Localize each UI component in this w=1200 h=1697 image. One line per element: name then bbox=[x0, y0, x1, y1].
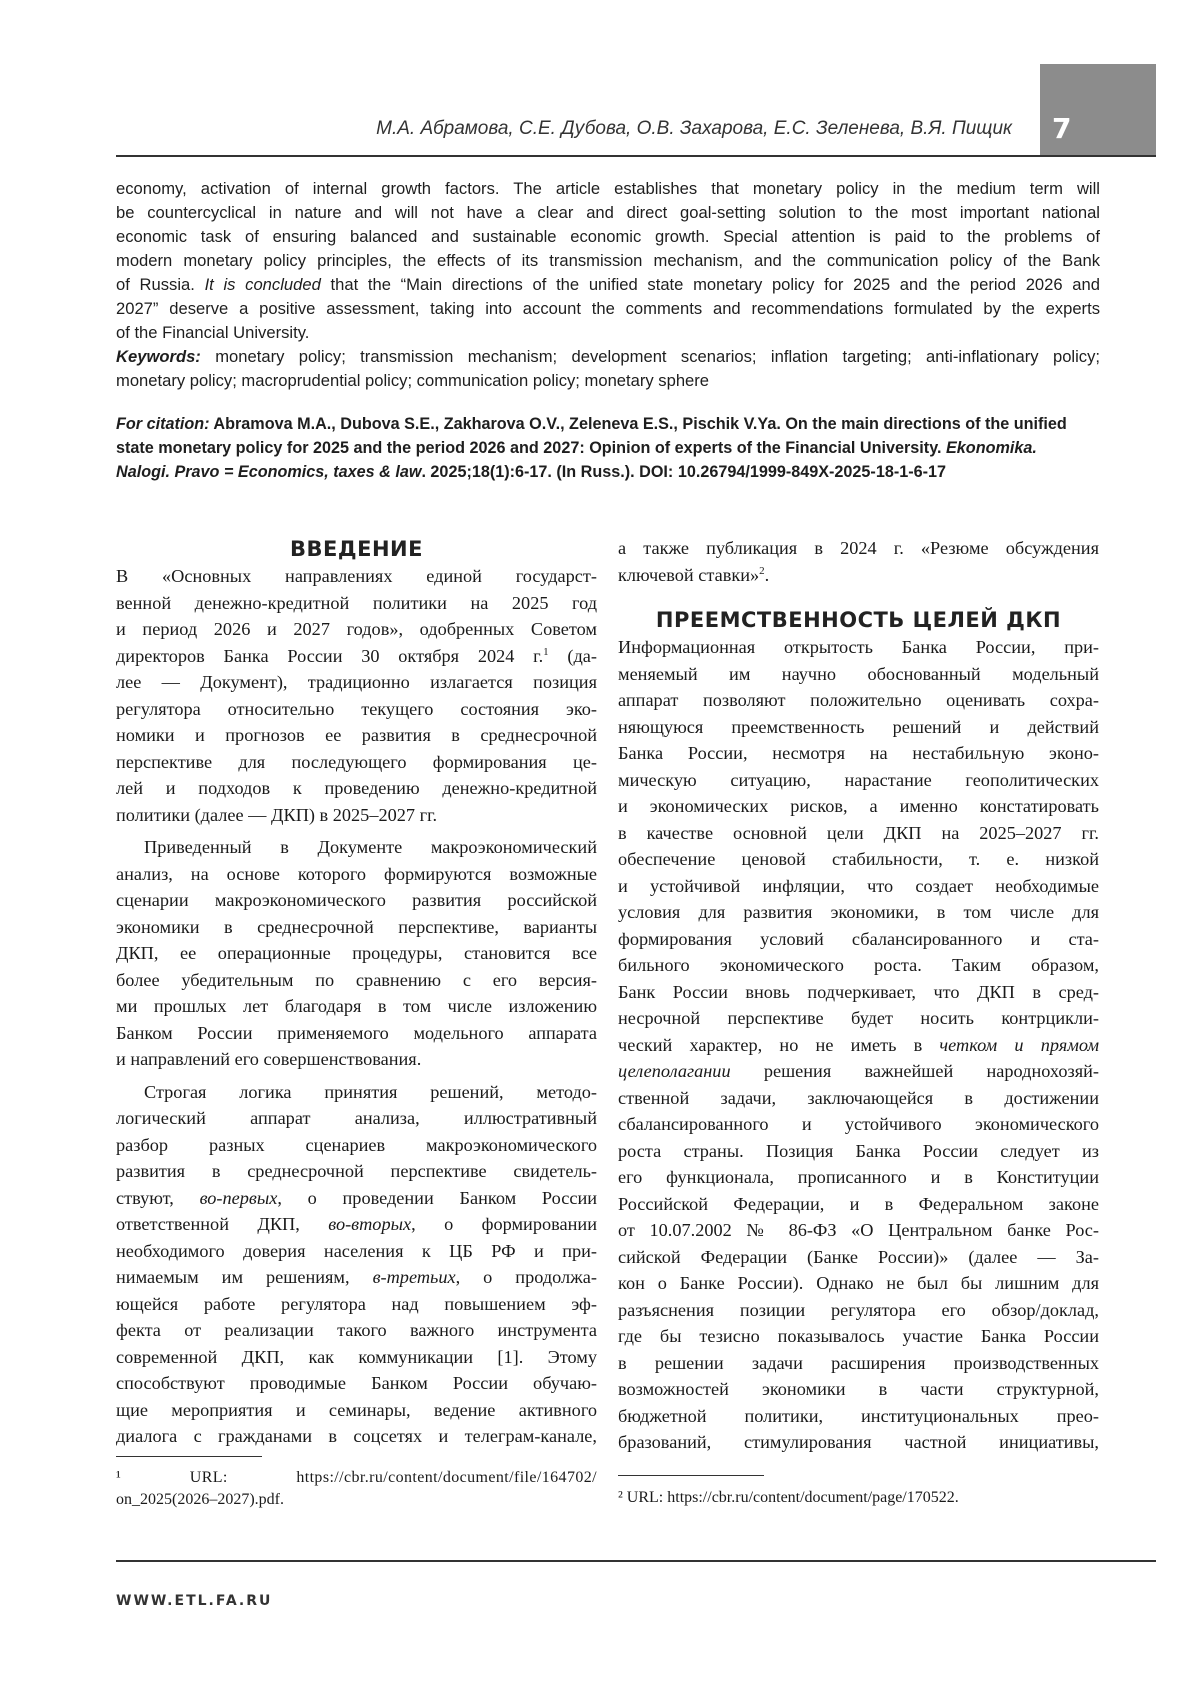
body-line: ми прошлых лет благодаря в том числе изложению bbox=[116, 996, 597, 1016]
journal-website[interactable]: WWW.ETL.FA.RU bbox=[116, 1593, 273, 1609]
citation-journal: Ekonomika. bbox=[946, 439, 1037, 457]
body-line: где бы тезисно показывалось участие Банка России bbox=[618, 1326, 1099, 1346]
abstract-line: be countercyclical in nature and will not have a clear and direct goal-setting solution to the most important national bbox=[116, 203, 1100, 222]
body-line: условия для развития экономики, в том числе для bbox=[618, 902, 1099, 922]
body-line: от 10.07.2002 № 86-ФЗ «О Центральном банке Рос- bbox=[618, 1220, 1099, 1240]
body-line: ющейся работе регулятора над повышением эф- bbox=[116, 1293, 597, 1314]
body-line: Российской Федерации, и в Федеральном законе bbox=[618, 1193, 1099, 1214]
citation-label: For citation: bbox=[116, 415, 210, 433]
body-line: обеспечение ценовой стабильности, т. е. низкой bbox=[618, 849, 1099, 869]
citation: For citation: Abramova M.A., Dubova S.E., Zakharova O.V., Zeleneva E.S., Pischik V.Ya. On the main directions of the unified state monetary policy for 2025 and the period 2026 and 2027: Opinion of experts of the Financial University. Ekonomika. Nalogi. Pravo = Economics, taxes & law. 2025;18(1):6-17. (In Russ.). DOI: 10.26794/1999-849X-2025-18-1-6-17 bbox=[116, 415, 1067, 481]
body-line: бюджетной политики, институциональных прео- bbox=[618, 1405, 1099, 1426]
right-column bbox=[618, 535, 1099, 1456]
footer-rule bbox=[116, 1560, 1156, 1562]
abstract-line: economic task of ensuring balanced and sustainable economic growth. Special attention is paid to the problems of bbox=[116, 227, 1100, 246]
body-line: Приведенный в Документе макроэкономический bbox=[144, 837, 597, 857]
abstract-line: of the Financial University. bbox=[116, 323, 310, 342]
body-line: анализ, на основе которого формируются возможные bbox=[116, 863, 597, 884]
keywords-label: Keywords: bbox=[116, 347, 201, 366]
body-line: номики и прогнозов ее развития в среднесрочной bbox=[116, 725, 597, 745]
body-line: аппарат позволяют положительно оценивать сохра- bbox=[618, 690, 1099, 710]
body-line: целеполагании решения важнейшей народнохозяй- bbox=[618, 1061, 1099, 1081]
body-line: щие мероприятия и семинары, ведение активного bbox=[116, 1399, 597, 1420]
body-line: в качестве основной цели ДКП на 2025–2027 гг. bbox=[618, 822, 1099, 843]
body-line: ственной задачи, заключающейся в достижении bbox=[618, 1087, 1099, 1108]
body-line: лее — Документ), традиционно излагается позиция bbox=[116, 672, 597, 692]
body-line: венной денежно-кредитной политики на 2025 год bbox=[116, 592, 597, 613]
section-title-introduction: ВВЕДЕНИЕ bbox=[290, 537, 423, 561]
left-column bbox=[116, 535, 597, 1450]
body-line: а также публикация в 2024 г. «Резюме обсуждения bbox=[618, 538, 1099, 558]
body-line: В «Основных направлениях единой государст- bbox=[116, 566, 597, 586]
body-line: Банк России вновь подчеркивает, что ДКП в сред- bbox=[618, 981, 1099, 1002]
abstract bbox=[116, 177, 1100, 393]
footnote-link[interactable]: ¹ URL: https://cbr.ru/content/document/file/164702/ bbox=[116, 1469, 597, 1486]
body-line: способствуют проводимые Банком России обучаю- bbox=[116, 1373, 597, 1393]
body-line: ДКП, ее операционные процедуры, становится все bbox=[116, 943, 597, 963]
body-line: сбалансированного и устойчивого экономического bbox=[618, 1114, 1099, 1134]
body-line: сценарии макроэкономического развития российской bbox=[116, 890, 597, 910]
abstract-line: of Russia. It is concluded that the “Main directions of the unified state monetary policy for 2025 and the period 2026 and bbox=[116, 275, 1100, 294]
body-line: ствуют, во-первых, о проведении Банком России bbox=[116, 1187, 598, 1208]
body-line: современной ДКП, как коммуникации [1]. Этому bbox=[116, 1346, 597, 1367]
body-line: и направлений его совершенствования. bbox=[116, 1049, 422, 1069]
body-line: формирования условий сбалансированного и ста- bbox=[618, 928, 1099, 949]
body-line: регулятора относительно текущего состояния эко- bbox=[116, 698, 597, 719]
running-header-authors: М.А. Абрамова, С.Е. Дубова, О.В. Захарова, Е.С. Зеленева, В.Я. Пищик bbox=[376, 118, 1012, 139]
body-line: более убедительным по сравнению с его версия- bbox=[116, 969, 597, 990]
abstract-line: economy, activation of internal growth factors. The article establishes that monetary policy in the medium term will bbox=[116, 179, 1100, 198]
body-line: его функционала, прописанного и в Конституции bbox=[618, 1167, 1099, 1187]
keywords-line: monetary policy; macroprudential policy; communication policy; monetary sphere bbox=[116, 371, 710, 390]
body-line: в решении задачи расширения производственных bbox=[618, 1352, 1099, 1373]
body-line: сийской Федерации (Банке России)» (далее — За- bbox=[618, 1246, 1099, 1267]
citation-journal: Nalogi. Pravo = Economics, taxes & law bbox=[116, 463, 422, 481]
body-line: няющуюся преемственность решений и действий bbox=[618, 716, 1099, 737]
body-line: фекта от реализации такого важного инструмента bbox=[116, 1320, 597, 1340]
body-line: необходимого доверия населения к ЦБ РФ и при- bbox=[116, 1240, 597, 1261]
abstract-line: modern monetary policy principles, the effects of its transmission mechanism, and the communication policy of the Bank bbox=[116, 251, 1100, 270]
body-line: мическую ситуацию, нарастание геополитических bbox=[618, 769, 1099, 790]
body-line: и экономических рисков, а именно констатировать bbox=[618, 796, 1099, 816]
footnote-1 bbox=[116, 1467, 597, 1511]
body-line: и период 2026 и 2027 годов», одобренных Советом bbox=[116, 619, 597, 639]
body-line: Банком России применяемого модельного аппарата bbox=[116, 1022, 597, 1043]
abstract-line: 2027” deserve a positive assessment, taking into account the comments and recommendations formulated by the experts bbox=[116, 299, 1100, 318]
body-line: Строгая логика принятия решений, методо- bbox=[144, 1081, 597, 1102]
body-line: и устойчивой инфляции, что создает необходимые bbox=[618, 875, 1099, 896]
body-line: разбор разных сценариев макроэкономического bbox=[116, 1134, 597, 1155]
body-line: логический аппарат анализа, иллюстративный bbox=[116, 1108, 597, 1128]
body-line: директоров Банка России 30 октября 2024 г.$^1$ (да- bbox=[116, 645, 597, 666]
body-line: Банка России, несмотря на нестабильную эконо- bbox=[618, 743, 1099, 763]
body-line: меняемый им научно обоснованный модельный bbox=[618, 663, 1099, 684]
body-line: перспективе для последующего формирования це- bbox=[116, 751, 597, 772]
body-line: политики (далее — ДКП) в 2025–2027 гг. bbox=[116, 804, 438, 825]
footnote-rule bbox=[116, 1456, 262, 1457]
body-line: кон о Банке России). Однако не был бы лишним для bbox=[618, 1273, 1099, 1293]
body-line: ческий характер, но не иметь в четком и прямом bbox=[618, 1034, 1100, 1055]
body-line: лей и подходов к проведению денежно-кредитной bbox=[116, 778, 597, 798]
footnote-link[interactable]: on_2025(2026–2027).pdf. bbox=[116, 1491, 284, 1508]
body-line: нимаемым им решениям, в-третьих, о продолжа- bbox=[116, 1267, 598, 1287]
body-line: ответственной ДКП, во-вторых, о формировании bbox=[116, 1214, 597, 1234]
footnote-ref[interactable]: 2 bbox=[759, 564, 765, 577]
body-line: бильного экономического роста. Таким образом, bbox=[618, 955, 1099, 975]
footnote-2[interactable]: ² URL: https://cbr.ru/content/document/page/170522. bbox=[618, 1489, 959, 1506]
section-title-continuity: ПРЕЕМСТВЕННОСТЬ ЦЕЛЕЙ ДКП bbox=[655, 608, 1062, 632]
footnote-ref[interactable]: 1 bbox=[543, 645, 549, 658]
body-line: бразований, стимулирования частной инициативы, bbox=[618, 1432, 1099, 1452]
page-number: 7 bbox=[1052, 112, 1072, 145]
body-line: разъяснения позиции регулятора его обзор/доклад, bbox=[618, 1299, 1099, 1320]
abstract-italic: It is concluded bbox=[204, 275, 321, 294]
body-line: Информационная открытость Банка России, при- bbox=[618, 637, 1099, 657]
body-line: роста страны. Позиция Банка России следует из bbox=[618, 1140, 1099, 1161]
body-line: экономики в среднесрочной перспективе, варианты bbox=[116, 916, 597, 937]
footnote-rule bbox=[618, 1475, 764, 1476]
body-line: возможностей экономики в части структурной, bbox=[618, 1379, 1099, 1399]
body-line: развития в среднесрочной перспективе свидетель- bbox=[116, 1161, 597, 1181]
body-line: ключевой ставки»$^2$. bbox=[618, 564, 770, 585]
header-rule bbox=[116, 155, 1156, 157]
keywords-line: Keywords: monetary policy; transmission mechanism; development scenarios; inflation targeting; anti-inflationary policy; bbox=[116, 347, 1100, 366]
body-line: несрочной перспективе будет носить контрцикли- bbox=[618, 1008, 1099, 1028]
body-line: диалога с гражданами в соцсетях и телеграм-канале, bbox=[116, 1426, 597, 1446]
